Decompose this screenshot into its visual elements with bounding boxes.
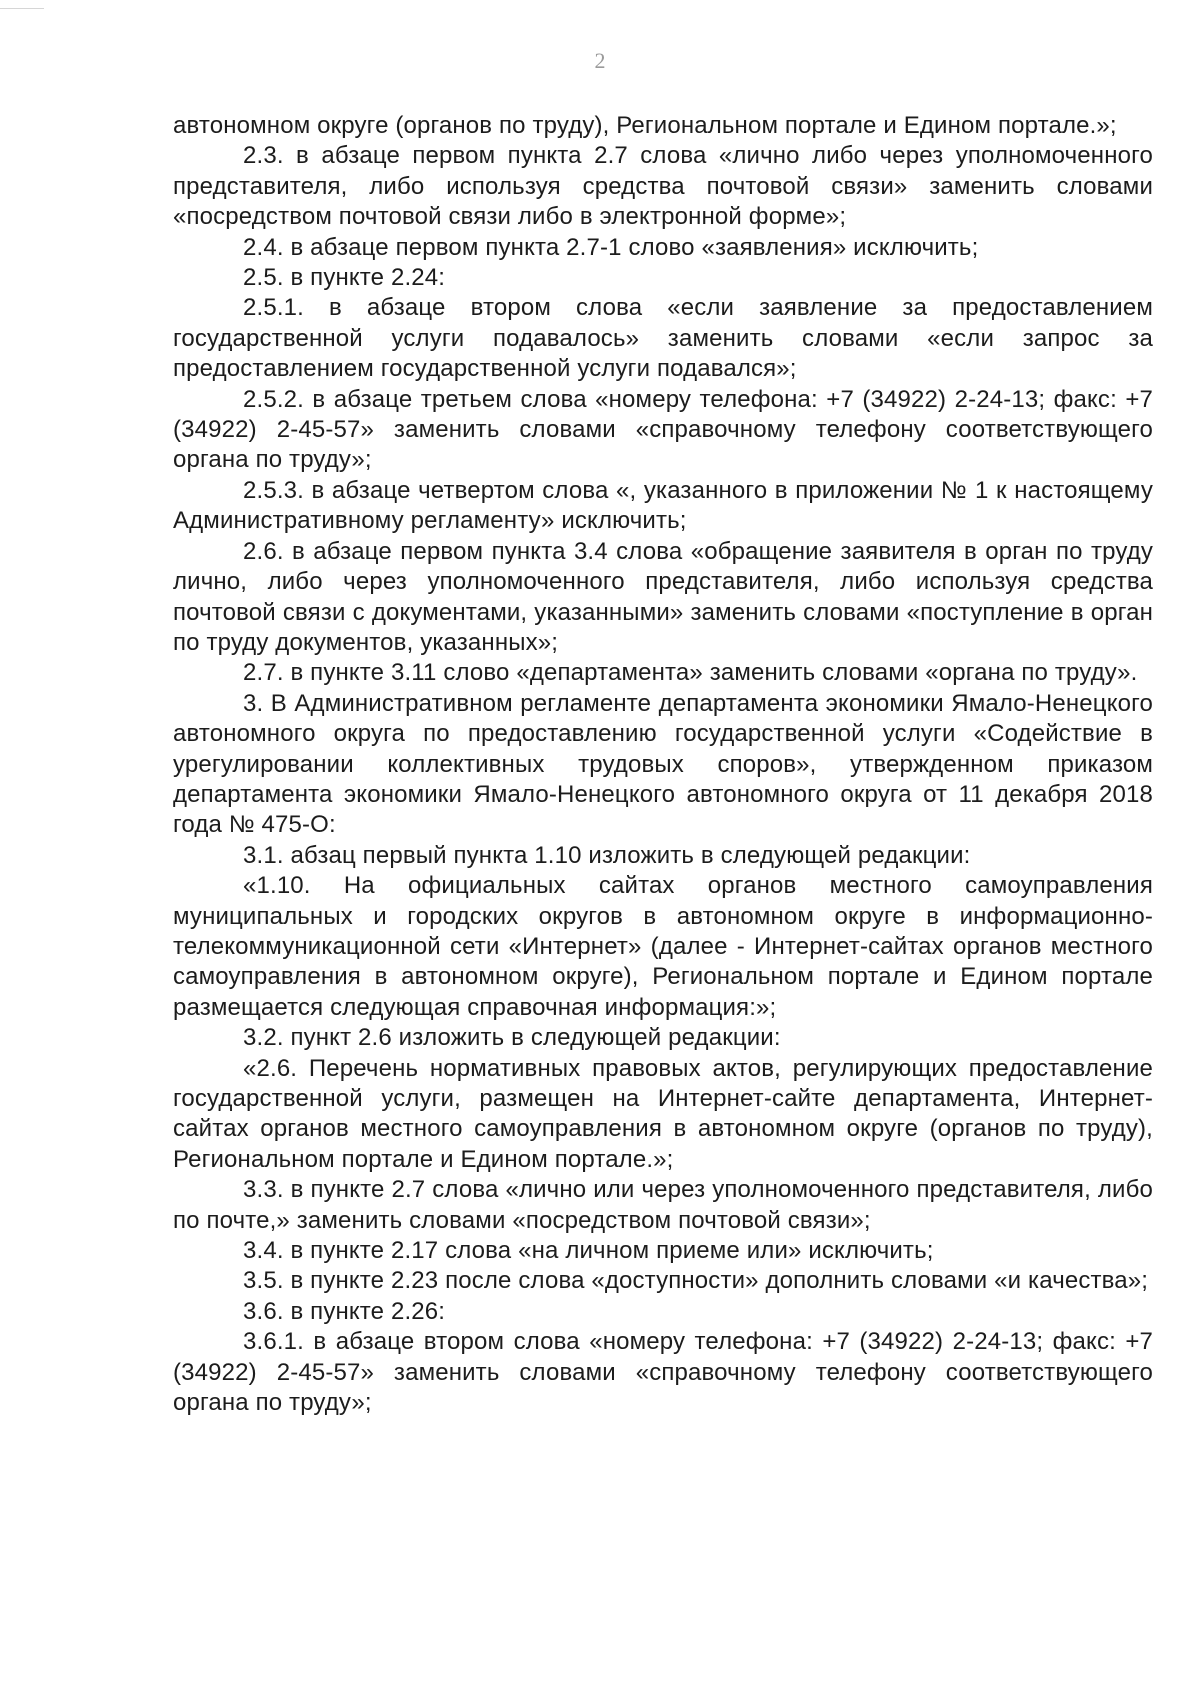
paragraph-3-3: 3.3. в пункте 2.7 слова «лично или через уполномоченного представителя, либо по почте,» заменить словами «посредством почтовой связи»; <box>173 1176 1153 1234</box>
paragraph-2-7: 2.7. в пункте 3.11 слово «департамента» заменить словами «органа по труду». <box>243 659 1138 687</box>
scan-edge-mark <box>0 0 44 9</box>
paragraph-2-5-2: 2.5.2. в абзаце третьем слова «номеру телефона: +7 (34922) 2-24-13; факс: +7 (34922) 2-45-57» заменить словами «справочному телефону соответствующего органа по труду»; <box>173 385 1153 474</box>
paragraph-3-6-1: 3.6.1. в абзаце втором слова «номеру телефона: +7 (34922) 2-24-13; факс: +7 (34922) 2-45-57» заменить словами «справочному телефону соответствующего органа по труду»; <box>173 1328 1153 1417</box>
paragraph-continuation: автономном округе (органов по труду), Региональном портале и Едином портале.»; <box>173 112 1117 139</box>
paragraph-2-5: 2.5. в пункте 2.24: <box>243 264 446 292</box>
paragraph-3-5: 3.5. в пункте 2.23 после слова «доступности» дополнить словами «и качества»; <box>243 1267 1149 1295</box>
paragraph-3-1: 3.1. абзац первый пункта 1.10 изложить в следующей редакции: <box>243 841 971 869</box>
paragraph-2-6-quote: «2.6. Перечень нормативных правовых актов, регулирующих предоставление государственной услуги, размещен на Интернет-сайте департамента, Интернет-сайтах органов местного самоуправления в автономном округе (органов по труду), Региональном портале и Едином портале.»; <box>173 1054 1153 1173</box>
paragraph-2-3: 2.3. в абзаце первом пункта 2.7 слова «лично либо через уполномоченного представителя, либо используя средства почтовой связи» заменить словами «посредством почтовой связи либо в электронной форме»; <box>173 142 1153 231</box>
paragraph-2-4: 2.4. в абзаце первом пункта 2.7-1 слово «заявления» исключить; <box>243 233 979 261</box>
paragraph-3: 3. В Административном регламенте департамента экономики Ямало-Ненецкого автономного округа по предоставлению государственной услуги «Содействие в урегулировании коллективных трудовых споров», утвержденном приказом департамента экономики Ямало-Ненецкого автономного округа от 11 декабря 2018 года № 475-О: <box>173 689 1153 839</box>
paragraph-3-4: 3.4. в пункте 2.17 слова «на личном приеме или» исключить; <box>243 1237 934 1265</box>
paragraph-2-5-3: 2.5.3. в абзаце четвертом слова «, указанного в приложении № 1 к настоящему Административному регламенту» исключить; <box>173 476 1153 535</box>
paragraph-1-10-quote: «1.10. На официальных сайтах органов местного самоуправления муниципальных и городских округов в автономном округе в информационно-телекоммуникационной сети «Интернет» (далее - Интернет-сайтах органов местного самоуправления в автономном округе), Региональном портале и Едином портале размещается следующая справочная информация:»; <box>173 872 1153 1021</box>
document-body <box>173 111 1153 1418</box>
paragraph-3-6: 3.6. в пункте 2.26: <box>243 1297 446 1325</box>
paragraph-2-6: 2.6. в абзаце первом пункта 3.4 слова «обращение заявителя в орган по труду лично, либо через уполномоченного представителя, либо используя средства почтовой связи с документами, указанными» заменить словами «поступление в орган по труду документов, указанных»; <box>173 537 1153 656</box>
page-number: 2 <box>594 48 606 73</box>
paragraph-3-2: 3.2. пункт 2.6 изложить в следующей редакции: <box>243 1024 781 1052</box>
paragraph-2-5-1: 2.5.1. в абзаце втором слова «если заявление за предоставлением государственной услуги подавалось» заменить словами «если запрос за предоставлением государственной услуги подавался»; <box>173 294 1153 383</box>
